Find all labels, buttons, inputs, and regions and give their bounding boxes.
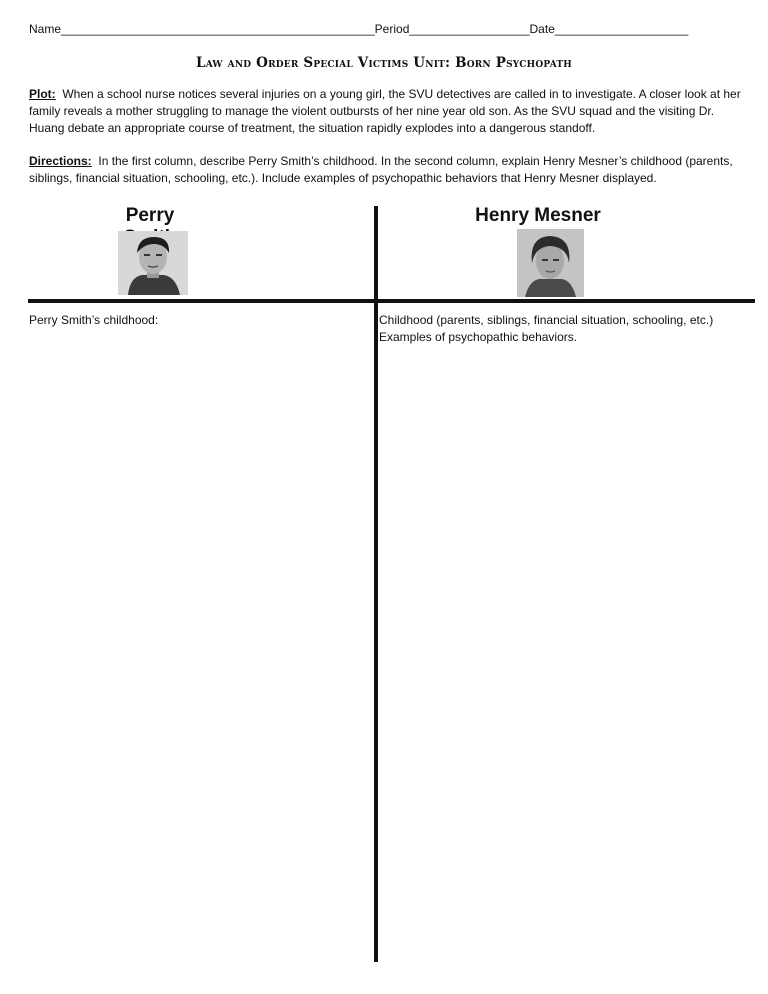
column-divider-vertical: [374, 206, 378, 962]
worksheet-title: Law and Order Special Victims Unit: Born Psychopath: [196, 55, 572, 71]
henry-mesner-photo: [517, 229, 584, 297]
man-portrait-icon: [118, 231, 188, 295]
left-column-heading: Perry: [125, 205, 175, 226]
directions-text: In the first column, describe Perry Smith’s childhood. In the second column, explain Henry Mesner’s childhood (parents, siblings, financial situation, schooling, etc.). Include examples of psychopathic behaviors that Henry Mesner displayed.: [29, 154, 733, 185]
column-divider-horizontal: [28, 299, 755, 303]
plot-label: Plot:: [29, 87, 56, 101]
boy-portrait-icon: [517, 229, 584, 297]
directions-paragraph: [29, 153, 741, 187]
perry-smith-photo: [118, 231, 188, 295]
right-column-heading: Henry Mesner: [475, 205, 601, 226]
right-column-prompt: [379, 312, 759, 346]
right-prompt-line-2: Examples of psychopathic behaviors.: [379, 330, 578, 344]
name-period-date-line: Name_______________________________________________Period__________________Date____________________: [29, 22, 689, 36]
left-column-prompt: Perry Smith’s childhood:: [29, 313, 159, 327]
plot-text: When a school nurse notices several injuries on a young girl, the SVU detectives are called in to investigate. A closer look at her family reveals a mother struggling to manage the violent outbursts of her nine year old son. As the SVU squad and the visiting Dr. Huang debate an appropriate course of treatment, the situation rapidly explodes into a dangerous standoff.: [29, 87, 741, 135]
directions-label: Directions:: [29, 154, 92, 168]
plot-paragraph: [29, 86, 741, 137]
right-prompt-line-1: Childhood (parents, siblings, financial situation, schooling, etc.): [379, 313, 714, 327]
